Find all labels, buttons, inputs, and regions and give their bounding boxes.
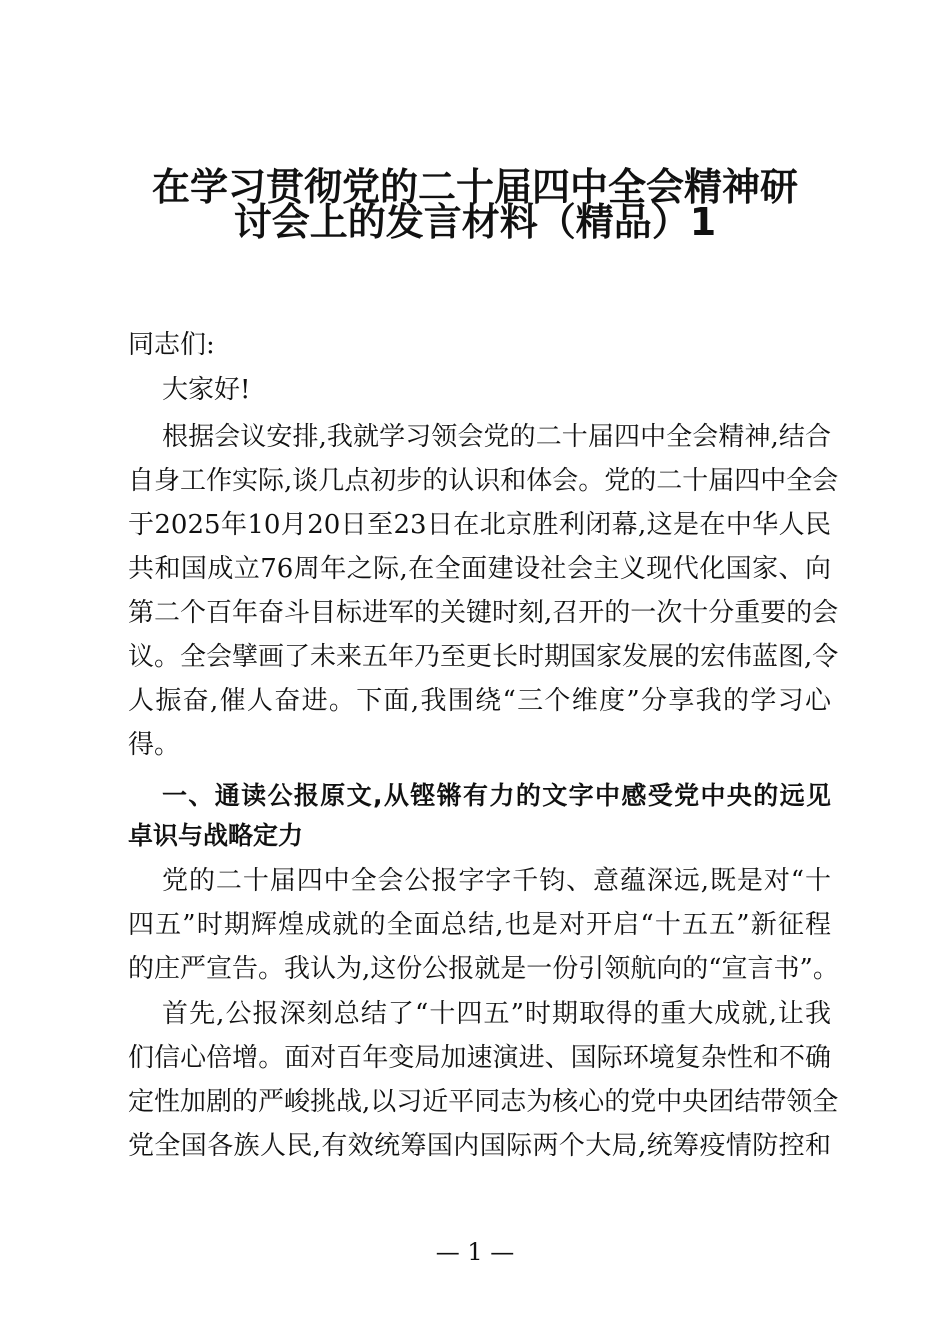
- document-title-line-1: 在学习贯彻党的二十届四中全会精神研: [151, 165, 798, 209]
- intro-line: 根据会议安排,我就学习领会党的二十届四中全会精神,结合: [162, 422, 831, 452]
- paragraph-line: 首先,公报深刻总结了“十四五”时期取得的重大成就,让我: [162, 999, 831, 1029]
- paragraph-line: 们信心倍增。面对百年变局加速演进、国际环境复杂性和不确: [128, 1043, 831, 1073]
- greeting: 大家好!: [162, 375, 251, 405]
- intro-line: 第二个百年奋斗目标进军的关键时刻,召开的一次十分重要的会: [128, 598, 839, 628]
- salutation: 同志们:: [128, 330, 215, 360]
- intro-line: 人振奋,催人奋进。下面,我围绕“三个维度”分享我的学习心: [128, 686, 831, 716]
- intro-line: 得。: [128, 730, 181, 760]
- section-heading-line: 卓识与战略定力: [128, 821, 304, 850]
- document-title-line-2: 讨会上的发言材料（精品）1: [233, 200, 717, 244]
- intro-line: 于2025年10月20日至23日在北京胜利闭幕,这是在中华人民: [128, 510, 831, 540]
- paragraph-line: 四五”时期辉煌成就的全面总结,也是对开启“十五五”新征程: [128, 910, 831, 940]
- section-heading-line: 一、通读公报原文,从铿锵有力的文字中感受党中央的远见: [162, 781, 831, 810]
- page-number: — 1 —: [435, 1238, 515, 1266]
- intro-line: 议。全会擘画了未来五年乃至更长时期国家发展的宏伟蓝图,令: [128, 642, 839, 672]
- paragraph-line: 党全国各族人民,有效统筹国内国际两个大局,统筹疫情防控和: [128, 1131, 831, 1161]
- paragraph-line: 党的二十届四中全会公报字字千钧、意蕴深远,既是对“十: [162, 866, 831, 896]
- intro-line: 自身工作实际,谈几点初步的认识和体会。党的二十届四中全会: [128, 466, 839, 496]
- intro-line: 共和国成立76周年之际,在全面建设社会主义现代化国家、向: [128, 554, 831, 584]
- paragraph-line: 的庄严宣告。我认为,这份公报就是一份引领航向的“宣言书”。: [128, 954, 839, 984]
- paragraph-line: 定性加剧的严峻挑战,以习近平同志为核心的党中央团结带领全: [128, 1087, 839, 1117]
